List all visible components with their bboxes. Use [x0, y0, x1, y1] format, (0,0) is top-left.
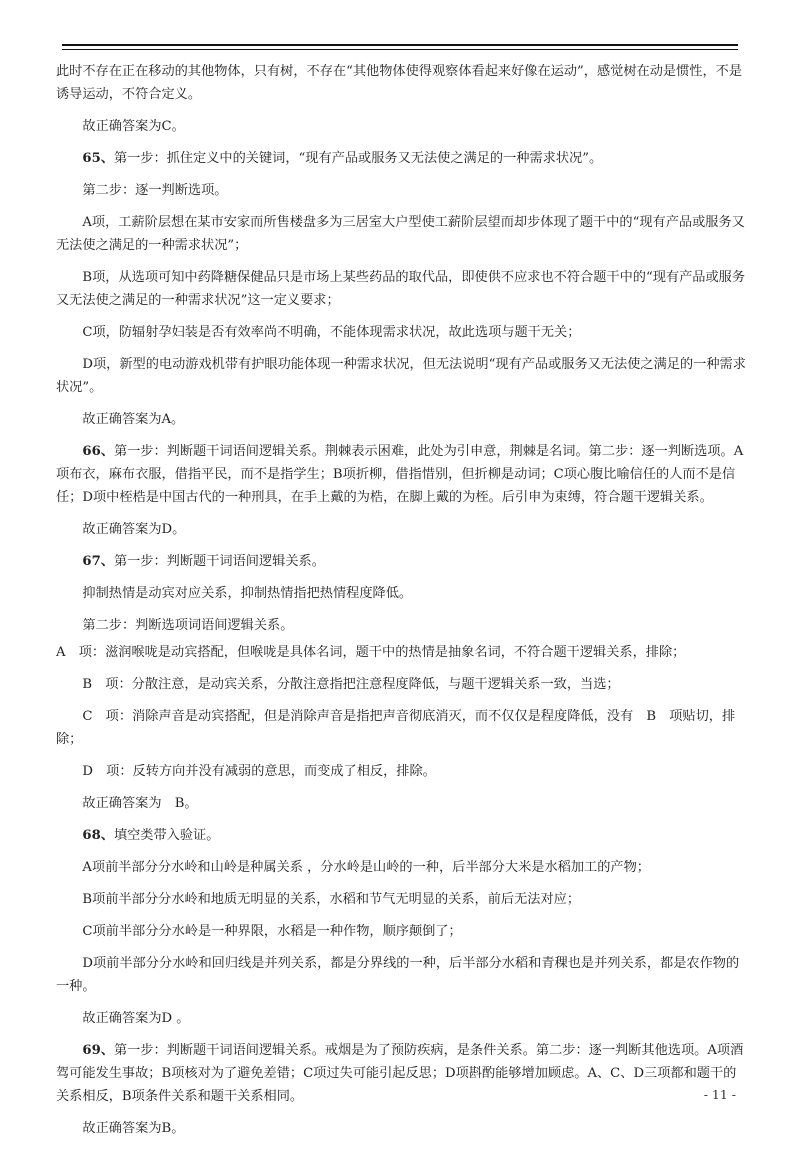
question-paragraph	[56, 440, 746, 509]
paragraph-text: D项前半部分分水岭和回归线是并列关系，都是分界线的一种，后半部分水稻和青稞也是并列关系，都是农作物的一种。	[56, 956, 740, 994]
paragraph-text: 故正确答案为A。	[82, 412, 185, 427]
paragraph-text: 此时不存在正在移动的其他物体，只有树，不存在“其他物体使得观察体看起来好像在运动”，感觉树在动是惯性，不是诱导运动，不符合定义。	[56, 64, 743, 102]
paragraph-text: C 项：消除声音是动宾搭配，但是消除声音是指把声音彻底消灭，而不仅仅是程度降低，没有 B 项贴切，排除；	[56, 709, 736, 747]
document-body	[56, 60, 746, 1149]
paragraph-text: 故正确答案为D 。	[82, 1011, 190, 1026]
paragraph	[56, 920, 746, 943]
paragraph	[56, 641, 746, 664]
paragraph	[56, 705, 746, 751]
paragraph-text: 第二步：逐一判断选项。	[82, 183, 228, 198]
header-rule-thick	[62, 44, 738, 46]
paragraph-text: B 项：分散注意，是动宾关系，分散注意指把注意程度降低，与题干逻辑关系一致，当选；	[82, 677, 620, 692]
question-number: 67、	[82, 554, 114, 569]
paragraph-text: 第二步：判断选项词语间逻辑关系。	[82, 618, 294, 633]
question-paragraph	[56, 824, 746, 847]
paragraph	[56, 266, 746, 312]
question-number: 66、	[82, 444, 114, 459]
paragraph	[56, 518, 746, 541]
paragraph	[56, 582, 746, 605]
paragraph-text: B项前半部分分水岭和地质无明显的关系，水稻和节气无明显的关系，前后无法对应；	[82, 892, 581, 907]
paragraph-text: 第一步：判断题干词语间逻辑关系。戒烟是为了预防疾病，是条件关系。第二步：逐一判断其他选项。A项酒驾可能发生事故；B项核对为了避免差错；C项过失可能引起反思；D项斟酌能够增加顾虑。A、C、D三项都和题干的关系相反，B项条件关系和题干关系相同。	[56, 1043, 744, 1104]
paragraph-text: D项，新型的电动游戏机带有护眼功能体现一种需求状况，但无法说明“现有产品或服务又无法使之满足的一种需求状况”。	[56, 357, 746, 395]
paragraph-text: A项前半部分分水岭和山岭是种属关系 ，分水岭是山岭的一种，后半部分大米是水稻加工的产物；	[82, 860, 650, 875]
question-paragraph	[56, 147, 746, 170]
paragraph-text: 第一步：判断题干词语间逻辑关系。	[113, 554, 325, 569]
paragraph	[56, 760, 746, 783]
question-number: 68、	[82, 828, 114, 843]
paragraph	[56, 211, 746, 257]
paragraph-text: C项前半部分分水岭是一种界限，水稻是一种作物，顺序颠倒了；	[82, 924, 462, 939]
paragraph	[56, 60, 746, 106]
paragraph	[56, 792, 746, 815]
question-paragraph	[56, 550, 746, 573]
paragraph-text: 故正确答案为C。	[82, 119, 185, 134]
paragraph-text: A 项：滋润喉咙是动宾搭配，但喉咙是具体名词，题干中的热情是抽象名词，不符合题干逻辑关系，排除；	[56, 645, 686, 660]
paragraph	[56, 353, 746, 399]
paragraph	[56, 179, 746, 202]
paragraph-text: B项，从选项可知中药降糖保健品只是市场上某些药品的取代品，即使供不应求也不符合题干中的“现有产品或服务又无法使之满足的一种需求状况”这一定义要求；	[56, 270, 746, 308]
paragraph-text: A项，工薪阶层想在某市安家而所售楼盘多为三居室大户型使工薪阶层望而却步体现了题干中的“现有产品或服务又无法使之满足的一种需求状况”；	[56, 215, 745, 253]
paragraph-text: 第一步：判断题干词语间逻辑关系。荆棘表示困难，此处为引申意，荆棘是名词。第二步：逐一判断选项。A项布衣，麻布衣服，借指平民，而不是指学生；B项折柳，借指惜别，但折柳是动词；C项心腹比喻信任的人而不是信任；D项中桎梏是中国古代的一种刑具，在手上戴的为梏，在脚上戴的为桎。后引申为束缚，符合题干逻辑关系。	[56, 444, 744, 505]
paragraph-text: 填空类带入验证。	[113, 828, 220, 843]
paragraph-text: 第一步：抓住定义中的关键词，“现有产品或服务又无法使之满足的一种需求状况”。	[113, 151, 603, 166]
paragraph	[56, 952, 746, 998]
question-paragraph	[56, 1039, 746, 1108]
paragraph-text: 抑制热情是动宾对应关系，抑制热情指把热情程度降低。	[82, 586, 413, 601]
page-number: - 11 -	[703, 1087, 736, 1102]
paragraph-text: C项，防辐射孕妇装是否有效率尚不明确，不能体现需求状况，故此选项与题干无关；	[82, 325, 581, 340]
paragraph	[56, 115, 746, 138]
paragraph	[56, 673, 746, 696]
paragraph	[56, 1117, 746, 1140]
question-number: 65、	[82, 151, 114, 166]
question-number: 69、	[82, 1043, 114, 1058]
paragraph	[56, 408, 746, 431]
paragraph	[56, 856, 746, 879]
paragraph	[56, 321, 746, 344]
paragraph-text: 故正确答案为 B。	[82, 796, 198, 811]
paragraph	[56, 888, 746, 911]
paragraph-text: D 项：反转方向并没有减弱的意思，而变成了相反，排除。	[82, 764, 436, 779]
paragraph	[56, 614, 746, 637]
header-rule-thin	[62, 49, 738, 50]
paragraph	[56, 1007, 746, 1030]
paragraph-text: 故正确答案为B。	[82, 1121, 185, 1136]
paragraph-text: 故正确答案为D。	[82, 522, 186, 537]
